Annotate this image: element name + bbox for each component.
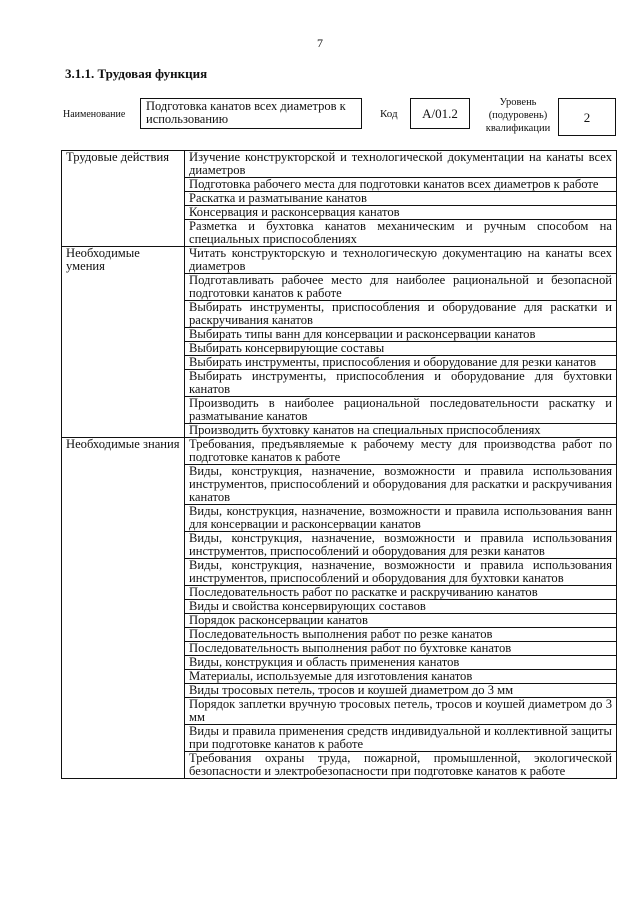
item-text: Виды, конструкция, назначение, возможности и правила использования инструментов, приспособлений и оборудования для раскатки и раскручивания канатов: [185, 465, 617, 505]
level-value-box: 2: [558, 98, 616, 136]
item-text: Виды и правила применения средств индивидуальной и коллективной защиты при подготовке канатов к работе: [185, 725, 617, 752]
section-title: 3.1.1. Трудовая функция: [65, 66, 208, 81]
code-value-box: А/01.2: [410, 98, 470, 129]
item-text: Подготавливать рабочее место для наиболее рациональной и безопасной подготовки канатов к работе: [185, 274, 617, 301]
item-text: Виды тросовых петель, тросов и коушей диаметром до 3 мм: [185, 684, 617, 698]
item-text: Выбирать инструменты, приспособления и оборудование для резки канатов: [185, 356, 617, 370]
item-text: Производить бухтовку канатов на специальных приспособлениях: [185, 424, 617, 438]
item-text: Виды, конструкция, назначение, возможности и правила использования ванн для консервации и расконсервации канатов: [185, 505, 617, 532]
item-text: Выбирать типы ванн для консервации и расконсервации канатов: [185, 328, 617, 342]
item-text: Последовательность выполнения работ по бухтовке канатов: [185, 642, 617, 656]
name-value-box: Подготовка канатов всех диаметров к использованию: [140, 98, 362, 129]
item-text: Требования охраны труда, пожарной, промышленной, экологической безопасности и электробезопасности при подготовке канатов к работе: [185, 752, 617, 779]
item-text: Материалы, используемые для изготовления канатов: [185, 670, 617, 684]
item-text: Последовательность работ по раскатке и раскручиванию канатов: [185, 586, 617, 600]
item-text: Выбирать консервирующие составы: [185, 342, 617, 356]
item-text: Порядок заплетки вручную тросовых петель, тросов и коушей диаметром до 3 мм: [185, 698, 617, 725]
code-label: Код: [380, 108, 398, 120]
item-text: Консервация и расконсервация канатов: [185, 206, 617, 220]
function-table: [61, 150, 617, 779]
item-text: Разметка и бухтовка канатов механическим и ручным способом на специальных приспособлениях: [185, 220, 617, 247]
table-row: [62, 438, 617, 465]
item-text: Виды и свойства консервирующих составов: [185, 600, 617, 614]
item-text: Требования, предъявляемые к рабочему месту для производства работ по подготовке канатов к работе: [185, 438, 617, 465]
item-text: Виды, конструкция и область применения канатов: [185, 656, 617, 670]
category-label: Необходимые умения: [62, 247, 185, 438]
table-row: [62, 247, 617, 274]
item-text: Порядок расконсервации канатов: [185, 614, 617, 628]
item-text: Выбирать инструменты, приспособления и оборудование для бухтовки канатов: [185, 370, 617, 397]
item-text: Виды, конструкция, назначение, возможности и правила использования инструментов, приспособлений и оборудования для резки канатов: [185, 532, 617, 559]
item-text: Последовательность выполнения работ по резке канатов: [185, 628, 617, 642]
page-number: 7: [317, 36, 323, 50]
level-label: Уровень (подуровень) квалификации: [485, 97, 551, 134]
table-row: [62, 151, 617, 178]
item-text: Изучение конструкторской и технологической документации на канаты всех диаметров: [185, 151, 617, 178]
item-text: Читать конструкторскую и технологическую документацию на канаты всех диаметров: [185, 247, 617, 274]
name-label: Наименование: [63, 109, 126, 120]
item-text: Раскатка и разматывание канатов: [185, 192, 617, 206]
category-label: Трудовые действия: [62, 151, 185, 247]
item-text: Подготовка рабочего места для подготовки канатов всех диаметров к работе: [185, 178, 617, 192]
category-label: Необходимые знания: [62, 438, 185, 779]
item-text: Производить в наиболее рациональной последовательности раскатку и разматывание канатов: [185, 397, 617, 424]
item-text: Выбирать инструменты, приспособления и оборудование для раскатки и раскручивания канатов: [185, 301, 617, 328]
item-text: Виды, конструкция, назначение, возможности и правила использования инструментов, приспособлений и оборудования для бухтовки канатов: [185, 559, 617, 586]
